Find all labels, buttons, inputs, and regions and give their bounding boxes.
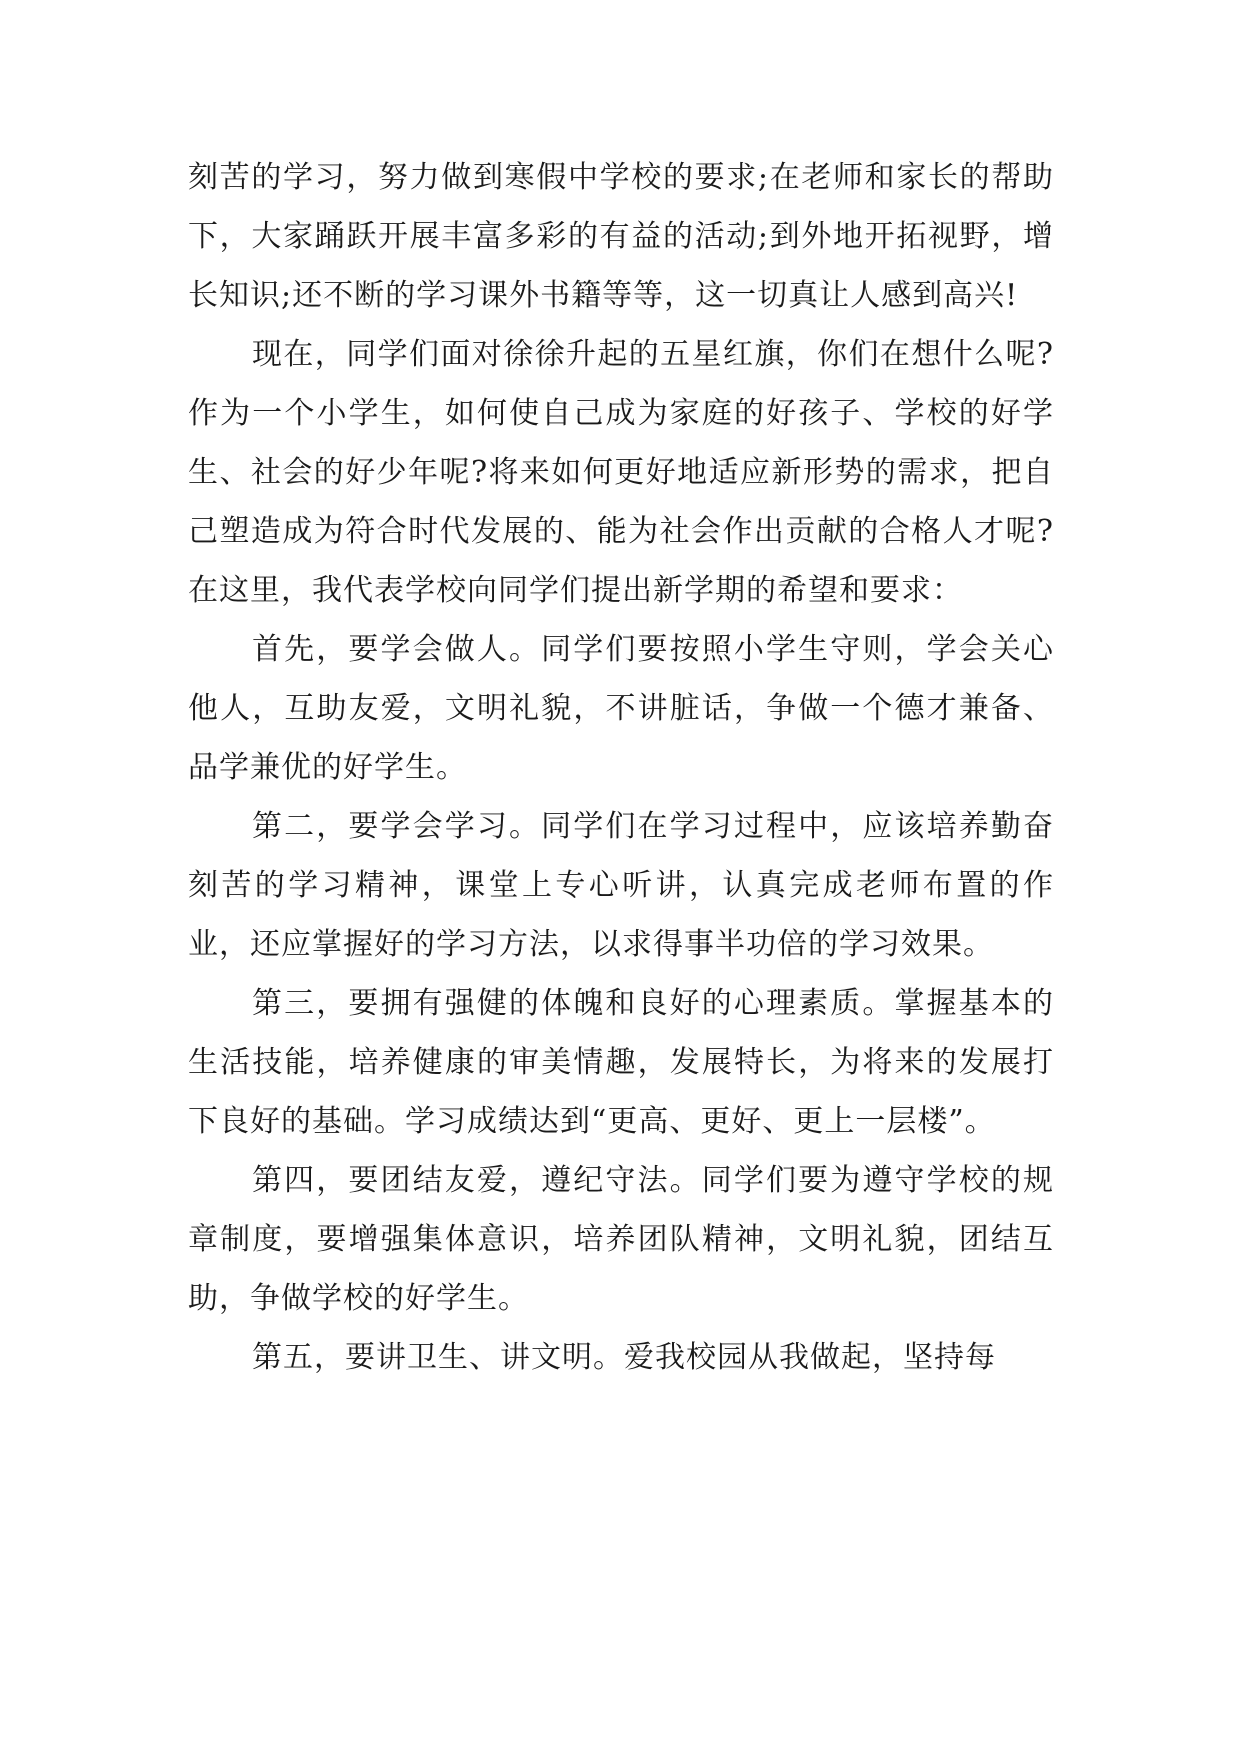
paragraph-continuation: 刻苦的学习，努力做到寒假中学校的要求;在老师和家长的帮助下，大家踊跃开展丰富多彩的有益的活动;到外地开拓视野，增长知识;还不断的学习课外书籍等等，这一切真让人感到高兴! xyxy=(188,160,1054,313)
paragraph-second-requirement: 第二，要学会学习。同学们在学习过程中，应该培养勤奋刻苦的学习精神，课堂上专心听讲，认真完成老师布置的作业，还应掌握好的学习方法，以求得事半功倍的学习效果。 xyxy=(188,809,1054,962)
paragraph-fifth-requirement: 第五，要讲卫生、讲文明。爱我校园从我做起，坚持每 xyxy=(252,1340,996,1375)
paragraph-fourth-requirement: 第四，要团结友爱，遵纪守法。同学们要为遵守学校的规章制度，要增强集体意识，培养团队精神，文明礼貌，团结互助，争做学校的好学生。 xyxy=(188,1163,1054,1316)
paragraph-intro-question: 现在，同学们面对徐徐升起的五星红旗，你们在想什么呢?作为一个小学生，如何使自己成为家庭的好孩子、学校的好学生、社会的好少年呢?将来如何更好地适应新形势的需求，把自己塑造成为符合时代发展的、能为社会作出贡献的合格人才呢?在这里，我代表学校向同学们提出新学期的希望和要求： xyxy=(188,337,1054,608)
document-body xyxy=(188,148,1054,1387)
paragraph-third-requirement: 第三，要拥有强健的体魄和良好的心理素质。掌握基本的生活技能，培养健康的审美情趣，发展特长，为将来的发展打下良好的基础。学习成绩达到“更高、更好、更上一层楼”。 xyxy=(188,986,1054,1139)
paragraph-first-requirement: 首先，要学会做人。同学们要按照小学生守则，学会关心他人，互助友爱，文明礼貌，不讲脏话，争做一个德才兼备、品学兼优的好学生。 xyxy=(188,632,1054,785)
